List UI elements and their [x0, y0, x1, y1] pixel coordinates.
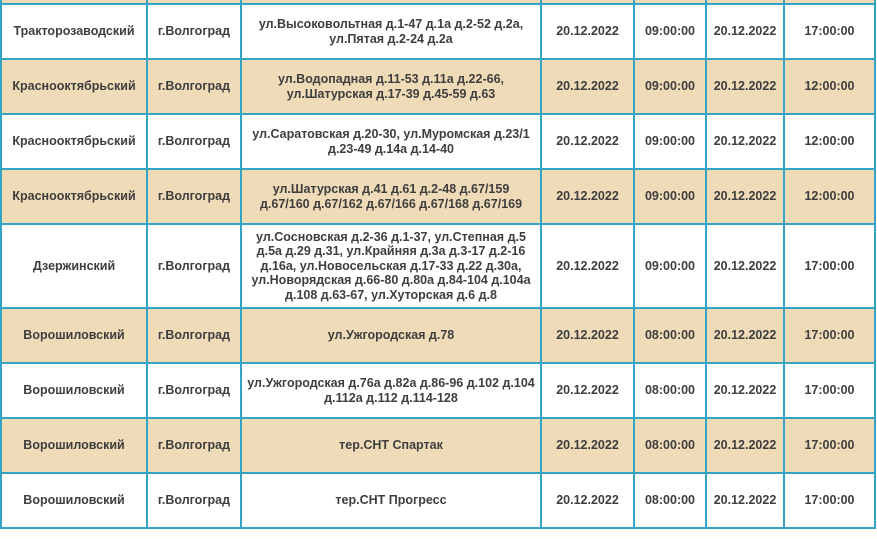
table-row [1, 114, 875, 169]
district-cell: Тракторозаводский [1, 4, 147, 59]
addresses-cell: ул.Высоковольтная д.1-47 д.1а д.2-52 д.2а, ул.Пятая д.2-24 д.2а [241, 4, 541, 59]
city-cell: г.Волгоград [147, 363, 241, 418]
addresses-cell: ул.Саратовская д.20-30, ул.Муромская д.23/1 д.23-49 д.14а д.14-40 [241, 114, 541, 169]
city-cell: г.Волгоград [147, 169, 241, 224]
end-date-cell: 20.12.2022 [706, 4, 784, 59]
start-time-cell: 09:00:00 [634, 224, 706, 308]
start-time-cell: 08:00:00 [634, 308, 706, 363]
end-time-cell: 17:00:00 [784, 224, 875, 308]
start-time-cell: 09:00:00 [634, 114, 706, 169]
district-cell: Ворошиловский [1, 473, 147, 528]
end-date-cell: 20.12.2022 [706, 308, 784, 363]
district-cell: Ворошиловский [1, 418, 147, 473]
district-cell: Краснооктябрьский [1, 114, 147, 169]
district-cell: Ворошиловский [1, 308, 147, 363]
start-date-cell: 20.12.2022 [541, 4, 634, 59]
start-date-cell: 20.12.2022 [541, 114, 634, 169]
table-row [1, 59, 875, 114]
district-cell: Дзержинский [1, 224, 147, 308]
city-cell: г.Волгоград [147, 59, 241, 114]
addresses-cell: ул.Водопадная д.11-53 д.11а д.22-66, ул.Шатурская д.17-39 д.45-59 д.63 [241, 59, 541, 114]
end-time-cell: 12:00:00 [784, 114, 875, 169]
table-row [1, 4, 875, 59]
end-date-cell: 20.12.2022 [706, 114, 784, 169]
start-time-cell: 08:00:00 [634, 418, 706, 473]
end-date-cell: 20.12.2022 [706, 169, 784, 224]
end-date-cell: 20.12.2022 [706, 59, 784, 114]
table-row [1, 308, 875, 363]
addresses-cell: ул.Ужгородская д.76а д.82а д.86-96 д.102 д.104 д.112а д.112 д.114-128 [241, 363, 541, 418]
end-date-cell: 20.12.2022 [706, 418, 784, 473]
start-time-cell: 08:00:00 [634, 473, 706, 528]
start-time-cell: 09:00:00 [634, 4, 706, 59]
start-date-cell: 20.12.2022 [541, 169, 634, 224]
end-time-cell: 17:00:00 [784, 308, 875, 363]
start-time-cell: 09:00:00 [634, 59, 706, 114]
addresses-cell: ул.Сосновская д.2-36 д.1-37, ул.Степная д.5 д.5а д.29 д.31, ул.Крайняя д.3а д.3-17 д.2-16 д.16а, ул.Новосельская д.17-33 д.22 д.30а, ул.Новорядская д.66-80 д.80а д.84-104 д.104а д.108 д.63-67, ул.Хуторская д.6 д.8 [241, 224, 541, 308]
addresses-cell: тер.СНТ Спартак [241, 418, 541, 473]
end-date-cell: 20.12.2022 [706, 224, 784, 308]
city-cell: г.Волгоград [147, 4, 241, 59]
city-cell: г.Волгоград [147, 114, 241, 169]
city-cell: г.Волгоград [147, 308, 241, 363]
table-row [1, 473, 875, 528]
start-date-cell: 20.12.2022 [541, 59, 634, 114]
table-row [1, 169, 875, 224]
city-cell: г.Волгоград [147, 224, 241, 308]
table-row [1, 418, 875, 473]
start-date-cell: 20.12.2022 [541, 224, 634, 308]
end-time-cell: 17:00:00 [784, 363, 875, 418]
district-cell: Ворошиловский [1, 363, 147, 418]
district-cell: Краснооктябрьский [1, 169, 147, 224]
city-cell: г.Волгоград [147, 473, 241, 528]
addresses-cell: ул.Ужгородская д.78 [241, 308, 541, 363]
end-time-cell: 12:00:00 [784, 59, 875, 114]
city-cell: г.Волгоград [147, 418, 241, 473]
start-date-cell: 20.12.2022 [541, 473, 634, 528]
addresses-cell: ул.Шатурская д.41 д.61 д.2-48 д.67/159 д.67/160 д.67/162 д.67/166 д.67/168 д.67/169 [241, 169, 541, 224]
end-time-cell: 17:00:00 [784, 473, 875, 528]
start-time-cell: 09:00:00 [634, 169, 706, 224]
end-time-cell: 17:00:00 [784, 4, 875, 59]
end-date-cell: 20.12.2022 [706, 473, 784, 528]
start-date-cell: 20.12.2022 [541, 308, 634, 363]
district-cell: Краснооктябрьский [1, 59, 147, 114]
start-date-cell: 20.12.2022 [541, 363, 634, 418]
start-time-cell: 08:00:00 [634, 363, 706, 418]
addresses-cell: тер.СНТ Прогресс [241, 473, 541, 528]
start-date-cell: 20.12.2022 [541, 418, 634, 473]
end-date-cell: 20.12.2022 [706, 363, 784, 418]
end-time-cell: 12:00:00 [784, 169, 875, 224]
end-time-cell: 17:00:00 [784, 418, 875, 473]
table-row [1, 224, 875, 308]
table-row [1, 363, 875, 418]
